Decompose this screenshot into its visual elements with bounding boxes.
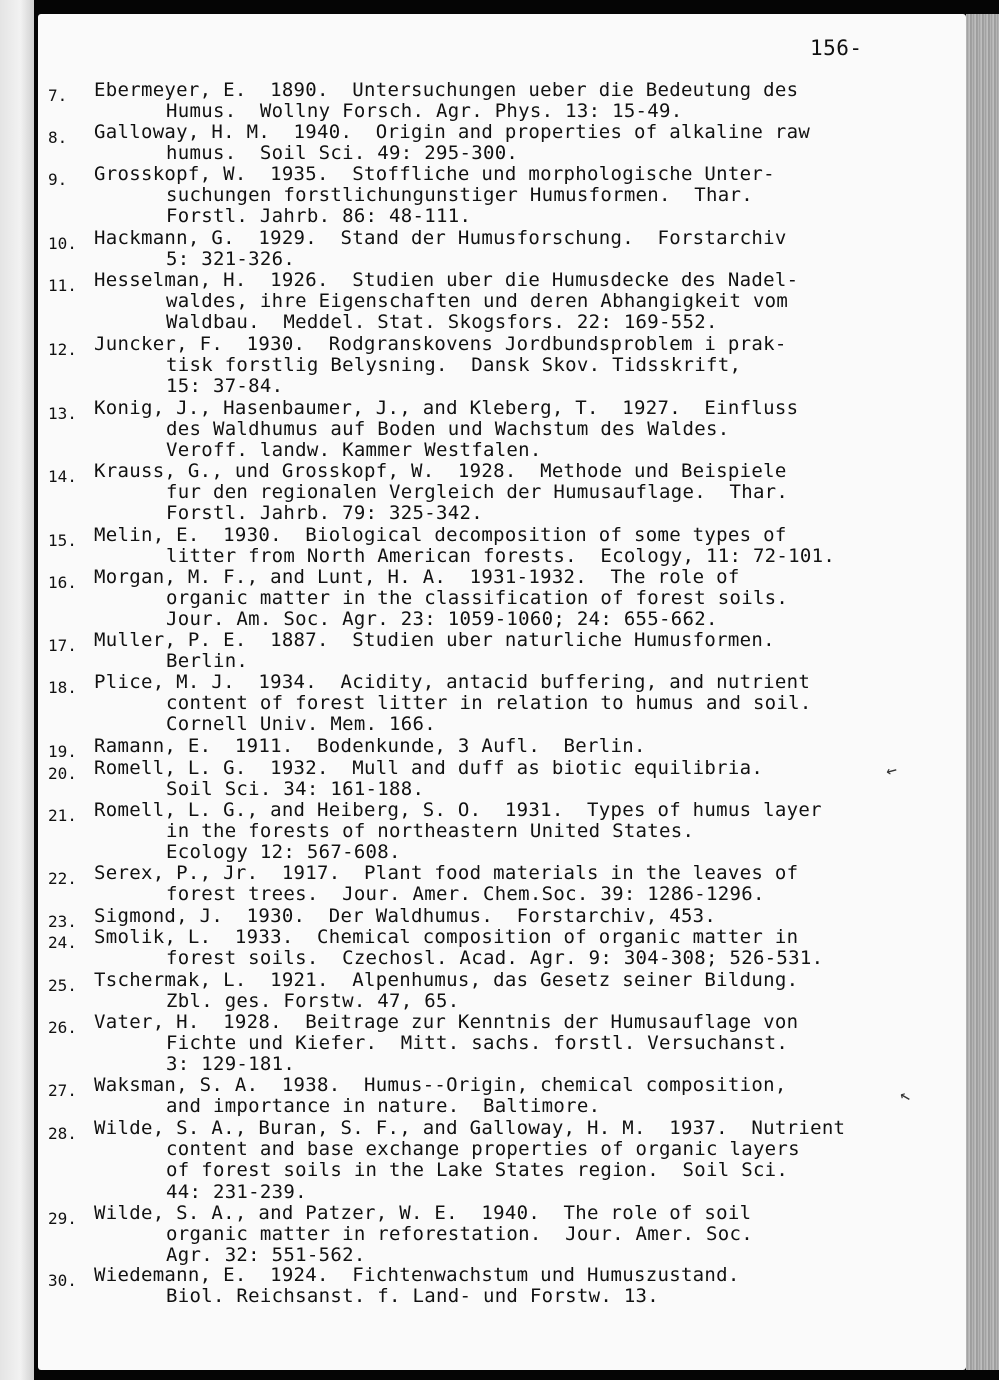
reference-line: forest trees. Jour. Amer. Chem.Soc. 39: 1286-1296. — [166, 883, 765, 906]
reference-number: 18. — [48, 678, 77, 697]
reference-number: 10. — [48, 234, 77, 253]
reference-line: Hesselman, H. 1926. Studien uber die Humusdecke des Nadel- — [94, 269, 799, 291]
reference-number: 23. — [48, 912, 77, 931]
reference-line: waldes, ihre Eigenschaften und deren Abhangigkeit vom — [166, 290, 789, 313]
reference-line: tisk forstlig Belysning. Dansk Skov. Tidsskrift, — [166, 354, 742, 377]
reference-line: 15: 37-84. — [166, 375, 284, 398]
reference-line: Romell, L. G. 1932. Mull and duff as biotic equilibria. — [94, 757, 764, 779]
reference-line: Muller, P. E. 1887. Studien uber naturliche Humusformen. — [94, 629, 775, 651]
reference-number: 27. — [48, 1081, 77, 1100]
reference-line: organic matter in reforestation. Jour. Amer. Soc. — [166, 1223, 753, 1246]
reference-line: Krauss, G., und Grosskopf, W. 1928. Methode und Beispiele — [94, 460, 787, 482]
reference-line: Galloway, H. M. 1940. Origin and properties of alkaline raw — [94, 121, 811, 143]
reference-number: 26. — [48, 1018, 77, 1037]
reference-line: 5: 321-326. — [166, 248, 296, 271]
reference-number: 30. — [48, 1271, 77, 1290]
reference-line: Soil Sci. 34: 161-188. — [166, 778, 425, 801]
margin-check-mark: ← — [895, 1084, 916, 1109]
reference-line: Forstl. Jahrb. 86: 48-111. — [166, 205, 472, 228]
reference-line: in the forests of northeastern United States. — [166, 820, 695, 843]
reference-line: and importance in nature. Baltimore. — [166, 1095, 601, 1118]
reference-line: Ebermeyer, E. 1890. Untersuchungen ueber die Bedeutung des — [94, 79, 799, 101]
reference-line: litter from North American forests. Ecology, 11: 72-101. — [166, 545, 836, 568]
reference-line: Forstl. Jahrb. 79: 325-342. — [166, 502, 483, 525]
reference-number: 16. — [48, 573, 77, 592]
reference-line: 3: 129-181. — [166, 1053, 296, 1076]
reference-line: Serex, P., Jr. 1917. Plant food materials in the leaves of — [94, 862, 799, 884]
reference-line: 44: 231-239. — [166, 1180, 307, 1203]
margin-check-mark: ← — [883, 758, 900, 783]
reference-line: Cornell Univ. Mem. 166. — [166, 713, 436, 736]
reference-line: Tschermak, L. 1921. Alpenhumus, das Gesetz seiner Bildung. — [94, 969, 799, 991]
reference-line: Vater, H. 1928. Beitrage zur Kenntnis der Humusauflage von — [94, 1011, 799, 1033]
reference-line: Sigmond, J. 1930. Der Waldhumus. Forstarchiv, 453. — [94, 905, 717, 927]
reference-line: suchungen forstlichungunstiger Humusformen. Thar. — [166, 184, 753, 207]
reference-line: of forest soils in the Lake States region. Soil Sci. — [166, 1159, 789, 1182]
reference-number: 22. — [48, 869, 77, 888]
reference-line: Fichte und Kiefer. Mitt. sachs. forstl. Versuchanst. — [166, 1032, 789, 1055]
reference-line: Ramann, E. 1911. Bodenkunde, 3 Aufl. Berlin. — [94, 735, 646, 757]
reference-number: 14. — [48, 467, 77, 486]
reference-line: Konig, J., Hasenbaumer, J., and Kleberg, T. 1927. Einfluss — [94, 397, 799, 419]
reference-number: 24. — [48, 933, 77, 952]
reference-line: Smolik, L. 1933. Chemical composition of organic matter in — [94, 926, 799, 948]
reference-number: 12. — [48, 340, 77, 359]
reference-line: Jour. Am. Soc. Agr. 23: 1059-1060; 24: 655-662. — [166, 608, 718, 631]
reference-number: 13. — [48, 404, 77, 423]
reference-line: Wilde, S. A., and Patzer, W. E. 1940. The role of soil — [94, 1202, 752, 1224]
reference-number: 17. — [48, 636, 77, 655]
previous-page-edge — [0, 0, 34, 1380]
reference-line: Juncker, F. 1930. Rodgranskovens Jordbundsproblem i prak- — [94, 333, 787, 355]
reference-number: 7. — [48, 86, 68, 105]
reference-line: Waldbau. Meddel. Stat. Skogsfors. 22: 169-552. — [166, 311, 718, 334]
reference-line: Wilde, S. A., Buran, S. F., and Galloway, H. M. 1937. Nutrient — [94, 1117, 846, 1139]
reference-line: Romell, L. G., and Heiberg, S. O. 1931. Types of humus layer — [94, 799, 822, 821]
reference-line: Biol. Reichsanst. f. Land- und Forstw. 13. — [166, 1285, 660, 1308]
reference-number: 29. — [48, 1209, 77, 1228]
reference-line: Hackmann, G. 1929. Stand der Humusforschung. Forstarchiv — [94, 227, 787, 249]
reference-line: content and base exchange properties of organic layers — [166, 1138, 800, 1161]
reference-line: Plice, M. J. 1934. Acidity, antacid buffering, and nutrient — [94, 671, 811, 693]
page-number: 156- — [810, 36, 863, 60]
page-stack-edge — [966, 14, 999, 1370]
reference-line: Agr. 32: 551-562. — [166, 1244, 366, 1267]
reference-line: Waksman, S. A. 1938. Humus--Origin, chemical composition, — [94, 1074, 787, 1096]
reference-line: fur den regionalen Vergleich der Humusauflage. Thar. — [166, 481, 789, 504]
reference-number: 19. — [48, 742, 77, 761]
reference-line: organic matter in the classification of forest soils. — [166, 587, 789, 610]
reference-line: Melin, E. 1930. Biological decomposition of some types of — [94, 524, 787, 546]
reference-line: Grosskopf, W. 1935. Stoffliche und morphologische Unter- — [94, 163, 775, 185]
reference-number: 25. — [48, 976, 77, 995]
reference-number: 15. — [48, 531, 77, 550]
reference-line: humus. Soil Sci. 49: 295-300. — [166, 142, 519, 165]
reference-number: 20. — [48, 764, 77, 783]
reference-number: 8. — [48, 128, 68, 147]
reference-line: des Waldhumus auf Boden und Wachstum des Waldes. — [166, 418, 730, 441]
reference-line: Wiedemann, E. 1924. Fichtenwachstum und Humuszustand. — [94, 1264, 740, 1286]
reference-line: Berlin. — [166, 650, 249, 673]
reference-number: 11. — [48, 276, 77, 295]
reference-line: content of forest litter in relation to humus and soil. — [166, 692, 812, 715]
reference-line: forest soils. Czechosl. Acad. Agr. 9: 304-308; 526-531. — [166, 947, 824, 970]
reference-line: Ecology 12: 567-608. — [166, 841, 401, 864]
reference-number: 21. — [48, 806, 77, 825]
reference-number: 9. — [48, 170, 68, 189]
reference-line: Zbl. ges. Forstw. 47, 65. — [166, 990, 460, 1013]
reference-line: Morgan, M. F., and Lunt, H. A. 1931-1932. The role of — [94, 566, 740, 588]
reference-number: 28. — [48, 1124, 77, 1143]
reference-line: Veroff. landw. Kammer Westfalen. — [166, 439, 542, 462]
reference-line: Humus. Wollny Forsch. Agr. Phys. 13: 15-49. — [166, 100, 683, 123]
